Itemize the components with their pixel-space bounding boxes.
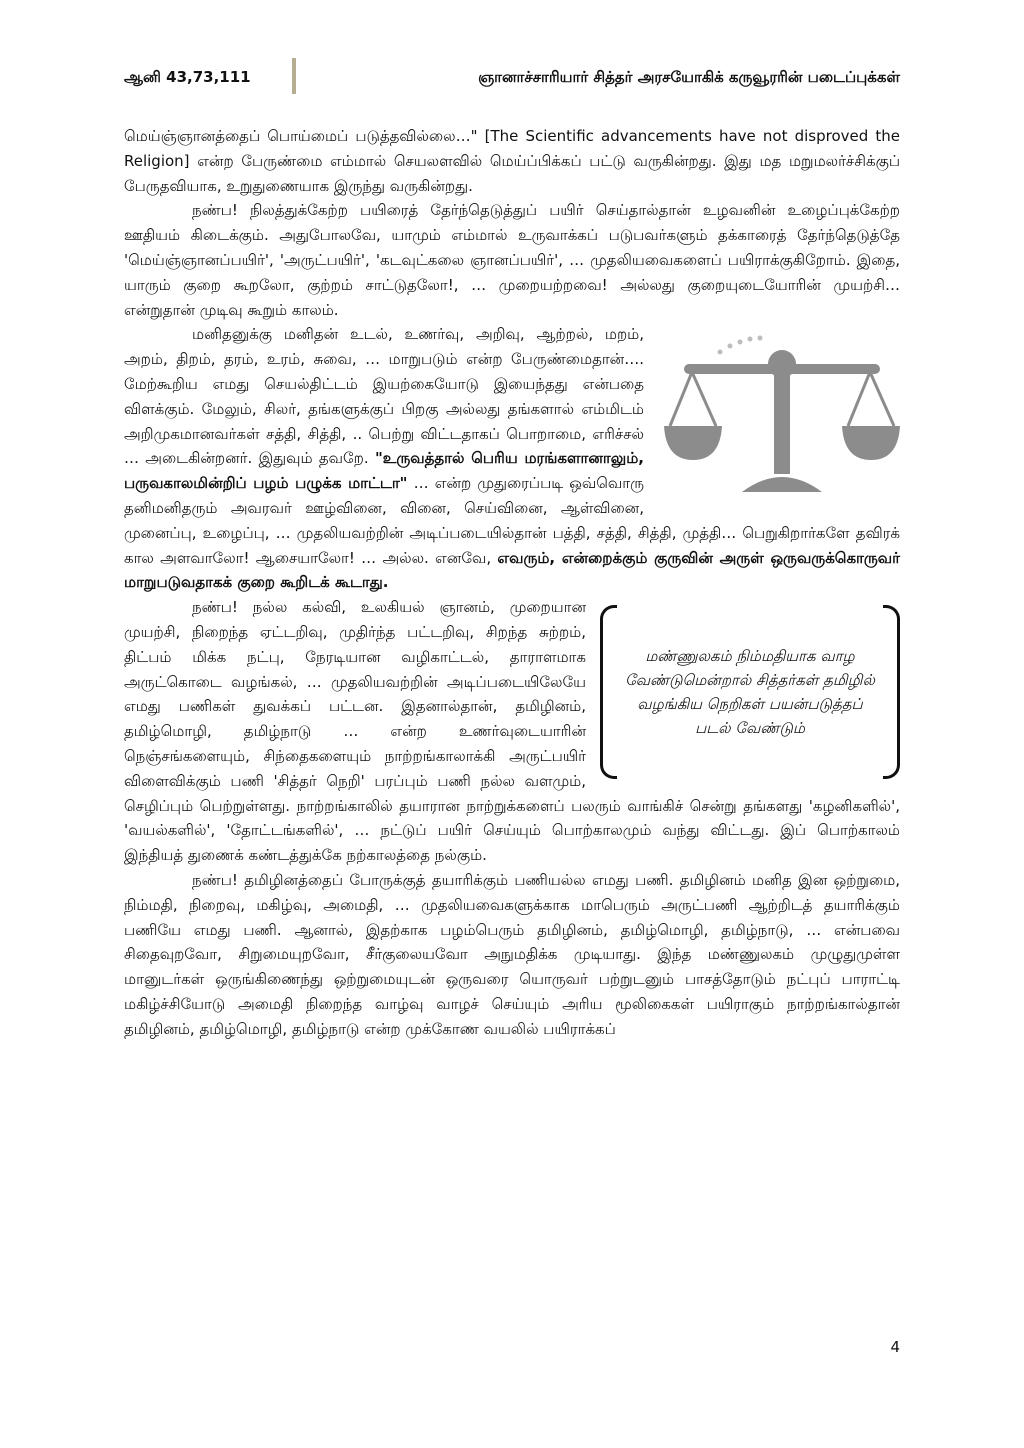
left-bracket (600, 605, 617, 779)
header-right-text: ஞானாச்சாரியார் சித்தர் அரசயோகிக் கருவூரரின் படைப்புக்கள் (478, 68, 900, 86)
paragraph-3-text: மனிதனுக்கு மனிதன் உடல், உணர்வு, அறிவு, ஆற்றல், மறம், அறம், திறம், தரம், உரம், சுவை, … மாறுபடும் என்ற பேருண்மைதான்…. மேற்கூறிய எமது செயல்திட்டம் இயற்கையோடு இயைந்தது என்பதை விளக்கும். மேலும், சிலர், தங்களுக்குப் பிறகு அல்லது தங்களால் எம்மிடம் அறிமுகமானவர்கள் சத்தி, சித்தி, .. பெற்று விட்டதாகப் பொறாமை, எரிச்சல் … அடைகின்றனர். இதுவும் தவறே. (124, 325, 644, 468)
article-body (124, 124, 900, 1041)
pull-quote-box (600, 605, 900, 779)
balance-scale-icon (664, 324, 900, 504)
paragraph-3-emphasis: எவரும், என்றைக்கும் குருவின் அருள் ஒருவருக்கொருவர் மாறுபடுவதாகக் குறை கூறிடக் கூடாது. (124, 548, 900, 592)
header-divider (292, 58, 296, 94)
paragraph-1: மெய்ஞ்ஞானத்தைப் பொய்மைப் படுத்தவில்லை…" [The Scientific advancements have not disproved the Religion] என்ற பேருண்மை எம்மால் செயலளவில் மெய்ப்பிக்கப் பட்டு வருகின்றது. இது மத மறுமலர்ச்சிக்குப் பேருதவியாக, உறுதுணையாக இருந்து வருகின்றது. (124, 127, 900, 195)
paragraph-4: நண்ப! நல்ல கல்வி, உலகியல் ஞானம், முறையான முயற்சி, நிறைந்த ஏட்டறிவு, முதிர்ந்த பட்டறிவு, சிறந்த சுற்றம், திட்பம் மிக்க நட்பு, நேரடியான வழிகாட்டல், தாராளமாக அருட்கொடை வழங்கல், … முதலியவற்றின் அடிப்படையிலேயே எமது பணிகள் துவக்கப் பட்டன. இதனால்தான், தமிழினம், தமிழ்மொழி, தமிழ்நாடு … என்ற உணர்வுடையாரின் நெஞ்சங்களையும், சிந்தைகளையும் நாற்றங்காலாக்கி அருட்பயிர் விளைவிக்கும் பணி 'சித்தர் நெறி' பரப்பும் பணி நல்ல வளமும், செழிப்பும் பெற்றுள்ளது. நாற்றங்காலில் தயாரான நாற்றுக்களைப் பலரும் வாங்கிச் சென்று தங்களது 'கழனிகளில்', 'வயல்களில்', 'தோட்டங்களில்', … நட்டுப் பயிர் செய்யும் பொற்காலமும் வந்து விட்டது. இப் பொற்காலம் இந்தியத் துணைக் கண்டத்துக்கே நற்காலத்தை நல்கும். (124, 598, 900, 865)
right-bracket (883, 605, 900, 779)
page-header (124, 64, 900, 92)
paragraph-3-block (124, 322, 900, 595)
page-number: 4 (890, 1338, 900, 1356)
paragraph-4-block (124, 595, 900, 868)
paragraph-2: நண்ப! நிலத்துக்கேற்ற பயிரைத் தேர்ந்தெடுத்துப் பயிர் செய்தால்தான் உழவனின் உழைப்புக்கேற்ற ஊதியம் கிடைக்கும். அதுபோலவே, யாமும் எம்மால் உருவாக்கப் படுபவர்களும் தக்காரைத் தேர்ந்தெடுத்தே 'மெய்ஞ்ஞானப்பயிர்', 'அருட்பயிர்', 'கடவுட்கலை ஞானப்பயிர்', … முதலியவைகளைப் பயிராக்குகிறோம். இதை, யாரும் குறை கூறலோ, குற்றம் சாட்டுதலோ!, … முறையற்றவை! அல்லது குறையுடையோரின் முயற்சி… என்றுதான் முடிவு கூறும் காலம். (124, 201, 900, 319)
proverb-quote: "உருவத்தால் பெரிய மரங்களானாலும், பருவகாலமின்றிப் பழம் பழுக்க மாட்டா" (124, 449, 644, 493)
pull-quote-text: மண்ணுலகம் நிம்மதியாக வாழ வேண்டுமென்றால் சித்தர்கள் தமிழில் வழங்கிய நெறிகள் பயன்படுத்தப் படல் வேண்டும் (625, 647, 875, 738)
paragraph-3-continued: … என்ற முதுரைப்படி ஒவ்வொரு தனிமனிதரும் அவரவர் ஊழ்வினை, வினை, செய்வினை, ஆள்வினை, முனைப்பு, உழைப்பு, … முதலியவற்றின் அடிப்படையில்தான் பத்தி, சத்தி, சித்தி, முத்தி… பெறுகிறார்களே தவிரக் கால அளவாலோ! ஆசையாலோ! … அல்ல. எனவே, (124, 474, 900, 567)
paragraph-5: நண்ப! தமிழினத்தைப் போருக்குத் தயாரிக்கும் பணியல்ல எமது பணி. தமிழினம் மனித இன ஒற்றுமை, நிம்மதி, நிறைவு, மகிழ்வு, அமைதி, … முதலியவைகளுக்காக மாபெரும் அருட்பணி ஆற்றிடத் தயாரிக்கும் பணியே எமது பணி. ஆனால், இதற்காக பழம்பெரும் தமிழினம், தமிழ்மொழி, தமிழ்நாடு, … என்பவை சிதைவுறவோ, சிறுமையுறவோ, சீர்குலையவோ அநுமதிக்க முடியாது. இந்த மண்ணுலகம் முழுதுமுள்ள மானுடர்கள் ஒருங்கிணைந்து ஒற்றுமையுடன் ஒருவரை யொருவர் பற்றுடனும் பாசத்தோடும் நட்புப் பாராட்டி மகிழ்ச்சியோடு அமைதி நிறைந்த வாழ்வு வாழச் செய்யும் அரிய மூலிகைகள் பயிராகும் நாற்றங்கால்தான் தமிழினம், தமிழ்மொழி, தமிழ்நாடு என்ற முக்கோண வயலில் பயிராக்கப் (124, 870, 900, 1038)
header-left-text: ஆனி 43,73,111 (124, 68, 251, 86)
